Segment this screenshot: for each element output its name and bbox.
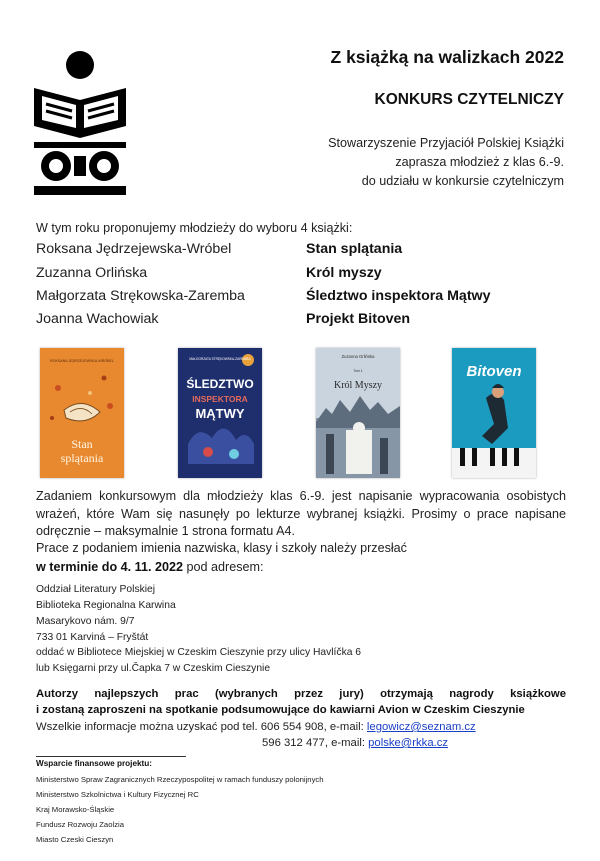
- address-line: 733 01 Karviná – Fryštát: [36, 632, 149, 643]
- org-line: zaprasza młodzież z klas 6.-9.: [395, 155, 564, 169]
- contact-info: Wszelkie informacje można uzyskać pod tel. 606 554 908, e-mail: legowicz@seznam.cz: [36, 721, 476, 733]
- book-title: Król myszy: [306, 265, 382, 281]
- deadline: w terminie do 4. 11. 2022 pod adresem:: [36, 560, 264, 574]
- send-instructions: Prace z podaniem imienia nazwiska, klasy i szkoły należy przesłać: [36, 541, 407, 555]
- book-author: Roksana Jędrzejewska-Wróbel: [36, 241, 232, 257]
- address-line: oddać w Bibliotece Miejskiej w Czeskim Cieszynie przy ulicy Havlíčka 6: [36, 647, 362, 658]
- org-line: Stowarzyszenie Przyjaciół Polskiej Książki: [328, 136, 564, 150]
- sponsor-item: Ministerstwo Spraw Zagranicznych Rzeczypospolitej w ramach funduszy polonijnych: [36, 775, 324, 784]
- book-cover-stan-splatania: [40, 348, 124, 478]
- email-link-polske[interactable]: polske@rkka.cz: [368, 737, 449, 749]
- book-author: Małgorzata Strękowska-Zaremba: [36, 288, 245, 304]
- address-line: lub Księgarni przy ul.Čapka 7 w Czeskim Cieszynie: [36, 663, 271, 674]
- address-line: Oddział Literatury Polskiej: [36, 584, 156, 595]
- page-title: Z książką na walizkach 2022: [330, 47, 564, 67]
- svg-text:Stan: Stan: [71, 437, 93, 451]
- book-cover-bitoven: [452, 348, 536, 478]
- svg-text:Król Myszy: Król Myszy: [333, 380, 383, 391]
- divider: [36, 756, 186, 757]
- address-line: Masarykovo nám. 9/7: [36, 616, 135, 627]
- book-author: Joanna Wachowiak: [36, 311, 159, 327]
- svg-text:MAŁGORZATA STRĘKOWSKA-ZAREMBA: MAŁGORZATA STRĘKOWSKA-ZAREMBA: [189, 357, 251, 361]
- book-author: Zuzanna Orlińska: [36, 265, 148, 281]
- book-title: Stan splątania: [306, 241, 403, 257]
- svg-text:INSPEKTORA: INSPEKTORA: [192, 394, 248, 404]
- sponsor-item: Fundusz Rozwoju Zaolzia: [36, 820, 125, 829]
- book-cover-krol-myszy: [316, 348, 400, 478]
- page-subtitle: KONKURS CZYTELNICZY: [374, 91, 564, 108]
- svg-text:splątania: splątania: [60, 451, 104, 465]
- winners-note: Autorzy najlepszych prac (wybranych przez jury) otrzymają nagrody książkowe: [36, 688, 566, 700]
- org-line: do udziału w konkursie czytelniczym: [361, 174, 564, 188]
- sponsors-heading: Wsparcie finansowe projektu:: [36, 759, 153, 768]
- svg-text:ROKSANA JĘDRZEJEWSKA-WRÓBEL: ROKSANA JĘDRZEJEWSKA-WRÓBEL: [50, 359, 114, 363]
- book-title: Projekt Bitoven: [306, 311, 411, 327]
- contact-info-2: 596 312 477, e-mail: polske@rkka.cz: [262, 737, 449, 749]
- sponsor-item: Ministerstwo Szkolnictwa i Kultury Fizycznej RC: [36, 790, 199, 799]
- svg-text:Bitoven: Bitoven: [466, 363, 522, 380]
- sponsor-item: Kraj Morawsko-Śląskie: [36, 805, 115, 814]
- reader-logo-icon: [28, 48, 132, 198]
- book-title: Śledztwo inspektora Mątwy: [306, 288, 491, 304]
- intro-text: W tym roku proponujemy młodzieży do wyboru 4 książki:: [36, 221, 353, 235]
- address-line: Biblioteka Regionalna Karwina: [36, 600, 176, 611]
- email-link-legowicz[interactable]: legowicz@seznam.cz: [366, 721, 476, 733]
- sponsor-item: Miasto Czeski Cieszyn: [36, 835, 114, 844]
- svg-text:Tom 1: Tom 1: [353, 369, 363, 373]
- svg-text:Zuzanna Orlińska: Zuzanna Orlińska: [341, 354, 375, 359]
- winners-note-cont: i zostaną zaproszeni na spotkanie podsumowujące do kawiarni Avion w Czeskim Cieszynie: [36, 704, 525, 716]
- svg-text:ŚLEDZTWO: ŚLEDZTWO: [186, 377, 254, 391]
- book-cover-sledztwo: [178, 348, 262, 478]
- task-description: Zadaniem konkursowym dla młodzieży klas 6.-9. jest napisanie wypracowania osobistych wrażeń, które Wam się nasunęły po lekturze wybranej książki. Prosimy o prace napisane odręcznie – maksymalnie 1 strona formatu A4.: [36, 489, 566, 539]
- svg-text:MĄTWY: MĄTWY: [195, 406, 245, 421]
